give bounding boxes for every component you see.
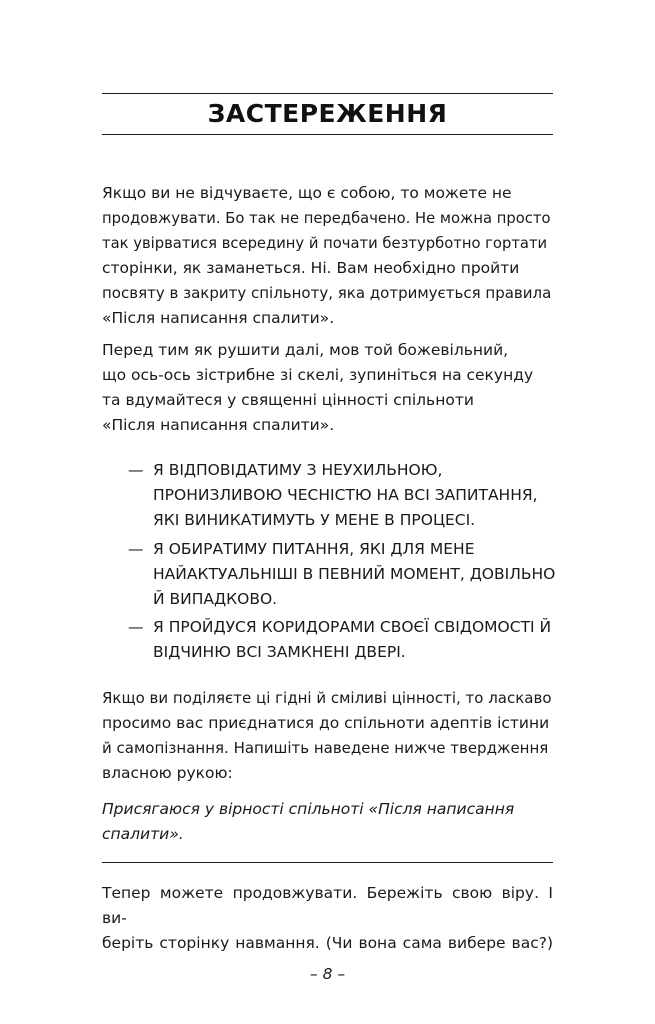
- text-line: власною рукою:: [102, 764, 233, 782]
- closing-paragraph: [102, 881, 553, 956]
- text-line: беріть сторінку навмання. (Чи вона сама вибере вас?): [102, 934, 553, 952]
- text-line: Й ВИПАДКОВО.: [153, 590, 278, 608]
- intro-paragraph: [102, 181, 553, 331]
- text-line: Перед тим як рушити далі, мов той божевільний,: [102, 341, 509, 359]
- text-line: та вдумайтеся у священні цінності спільноти: [102, 391, 474, 409]
- values-intro-paragraph: [102, 338, 553, 438]
- text-line: просимо вас приєднатися до спільноти адептів істини: [102, 714, 550, 732]
- text-line: Тепер можете продовжувати. Бережіть свою віру. І ви-: [102, 884, 553, 927]
- em-dash: —: [128, 618, 144, 636]
- text-line: так увірватися всередину й почати безтурботно гортати: [102, 235, 548, 252]
- text-line: Я ВІДПОВІДАТИМУ З НЕУХИЛЬНОЮ,: [153, 461, 443, 479]
- top-rule: [102, 93, 553, 94]
- text-line: спалити».: [102, 825, 184, 843]
- text-line: Я ОБИРАТИМУ ПИТАННЯ, ЯКІ ДЛЯ МЕНЕ: [153, 540, 475, 558]
- text-line: «Після написання спалити».: [102, 416, 335, 434]
- text-line: Якщо ви не відчуваєте, що є собою, то можете не: [102, 184, 512, 202]
- text-line: сторінки, як заманеться. Ні. Вам необхідно пройти: [102, 259, 520, 277]
- text-line: НАЙАКТУАЛЬНІШІ В ПЕВНИЙ МОМЕНТ, ДОВІЛЬНО: [153, 565, 556, 583]
- text-line: ВІДЧИНЮ ВСІ ЗАМКНЕНІ ДВЕРІ.: [153, 643, 406, 661]
- text-line: й самопізнання. Напишіть наведене нижче твердження: [102, 739, 549, 757]
- oath-statement: [102, 797, 553, 847]
- text-line: Якщо ви поділяєте ці гідні й сміливі цінності, то ласкаво: [102, 689, 552, 707]
- em-dash: —: [128, 540, 144, 558]
- text-line: продовжувати. Бо так не передбачено. Не можна просто: [102, 210, 551, 227]
- page-title: ЗАСТЕРЕЖЕННЯ: [207, 99, 448, 128]
- text-line: Присягаюся у вірності спільноті «Після написання: [102, 800, 515, 818]
- text-line: ЯКІ ВИНИКАТИМУТЬ У МЕНЕ В ПРОЦЕСІ.: [153, 511, 476, 529]
- text-line: ПРОНИЗЛИВОЮ ЧЕСНІСТЮ НА ВСІ ЗАПИТАННЯ,: [153, 486, 538, 504]
- text-line: що ось-ось зістрибне зі скелі, зупиніться на секунду: [102, 366, 534, 384]
- text-line: Я ПРОЙДУСЯ КОРИДОРАМИ СВОЄЇ СВІДОМОСТІ Й: [153, 618, 552, 636]
- page-number: – 8 –: [309, 965, 346, 983]
- em-dash: —: [128, 461, 144, 479]
- title-underline-rule: [102, 134, 553, 135]
- text-line: «Після написання спалити».: [102, 309, 335, 327]
- section-divider-rule: [102, 862, 553, 863]
- text-line: посвяту в закриту спільноту, яка дотримується правила: [102, 284, 552, 302]
- invitation-paragraph: [102, 686, 553, 786]
